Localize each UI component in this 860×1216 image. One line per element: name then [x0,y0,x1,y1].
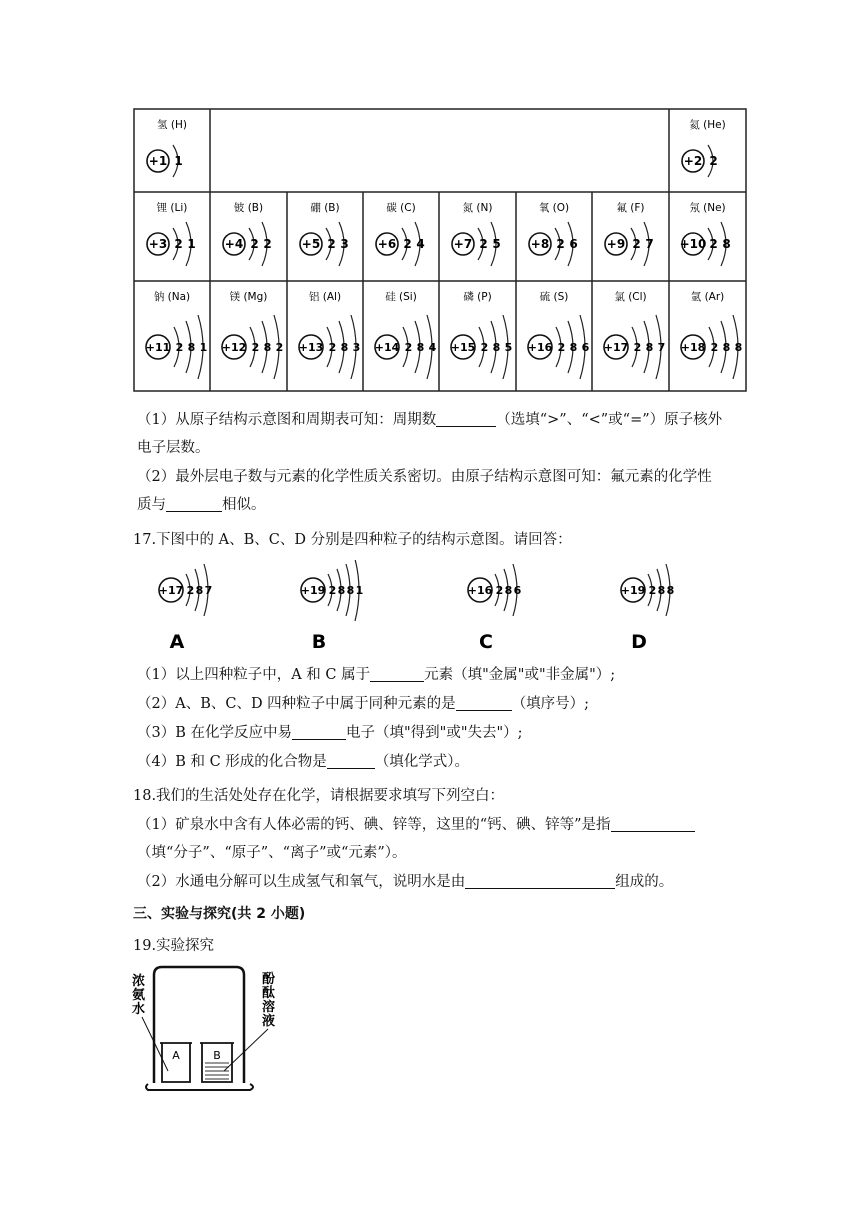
q17-part1-text-a: （1）以上四种粒子中，A 和 C 属于 [137,667,371,683]
atom-diagram [451,315,513,379]
nuclear-charge: +16 [527,340,553,354]
electron-count: 8 [504,583,513,597]
element-cell [529,201,578,266]
q16-part1 [137,410,722,430]
element-name: 硼 (B) [310,202,340,214]
electron-count: 8 [722,340,731,354]
nuclear-charge: +10 [679,237,707,252]
atom-diagram [147,222,196,266]
element-cell [605,201,654,266]
atom-diagram [604,315,666,379]
electron-count: 8 [195,583,204,597]
element-name: 镁 (Mg) [229,291,268,303]
element-name: 硫 (S) [539,291,569,303]
element-name: 氢 (H) [157,119,187,131]
electron-count: 2 [632,237,641,252]
electron-count: 2 [633,340,642,354]
nuclear-charge: +17 [603,340,629,354]
electron-count: 2 [479,237,488,252]
element-cell [376,201,425,266]
electron-count: 5 [492,237,501,252]
element-name: 氖 (Ne) [689,202,726,214]
q16-part2-text-c: 相似。 [222,497,266,513]
electron-count: 8 [722,237,731,252]
electron-count: 2 [480,340,489,354]
electron-count: 3 [352,340,361,354]
electron-count: 8 [416,340,425,354]
atom-diagram [682,145,718,177]
electron-count: 2 [328,340,337,354]
q16-part1-cont: 电子层数。 [137,440,210,456]
electron-count: 2 [557,340,566,354]
q18-part1-cont: （填“分子”、“原子”、“离子”或“元素”）。 [137,845,407,861]
answer-blank[interactable] [456,695,512,711]
q18-part1 [137,815,695,835]
atom-diagram [375,315,437,379]
element-name: 氩 (Ar) [690,291,725,303]
electron-count: 2 [709,237,718,252]
electron-count: 2 [250,237,259,252]
q17-part2 [137,694,589,714]
nuclear-charge: +3 [148,237,168,252]
atom-diagram [529,222,578,266]
electron-count: 2 [495,583,504,597]
element-name: 磷 (P) [463,291,492,303]
electron-count: 8 [340,340,349,354]
atom-diagram [621,564,674,616]
particle-label: D [631,631,647,653]
q17-part1 [137,665,615,685]
nuclear-charge: +14 [374,340,400,354]
q17-part3-text-b: 电子（填"得到"或"失去"）; [346,725,523,741]
element-name: 氟 (F) [616,202,645,214]
electron-count: 2 [275,340,284,354]
electron-count: 1 [355,583,364,597]
electron-count: 1 [187,237,196,252]
label-left-2: 氨 [132,988,146,1003]
label-right-3: 溶 [262,1000,276,1015]
nuclear-charge: +19 [300,583,326,597]
electron-count: 8 [657,583,666,597]
element-name: 钠 (Na) [153,291,191,303]
answer-blank[interactable] [166,496,222,512]
q19-title: 19.实验探究 [133,938,215,954]
particle-label: B [311,631,327,653]
atomic-structure-table [133,108,747,392]
element-cell [222,290,284,379]
atom-diagram [681,315,743,379]
nuclear-charge: +2 [683,154,703,169]
element-cell [681,290,743,379]
q17-part2-text-a: （2）A、B、C、D 四种粒子中属于同种元素的是 [137,696,456,712]
element-cell [528,290,590,379]
electron-count: 8 [337,583,346,597]
electron-count: 8 [187,340,196,354]
q17-part3-text-a: （3）B 在化学反应中易 [137,725,292,741]
electron-count: 2 [327,237,336,252]
electron-count: 4 [428,340,437,354]
atom-diagram [299,315,361,379]
electron-count: 3 [340,237,349,252]
nuclear-charge: +7 [453,237,473,252]
q18-part2 [137,872,673,892]
answer-blank[interactable] [436,411,496,427]
electron-count: 1 [199,340,208,354]
q17-part4-text-a: （4）B 和 C 形成的化合物是 [137,754,327,770]
element-cell [680,201,731,266]
q17-part4-text-b: （填化学式）。 [374,754,470,770]
nuclear-charge: +16 [467,583,493,597]
electron-count: 2 [174,237,183,252]
electron-count: 2 [556,237,565,252]
nuclear-charge: +1 [148,154,168,169]
q18-title: 18.我们的生活处处存在化学，请根据要求填写下列空白： [133,788,505,804]
element-cell [223,201,272,266]
element-name: 铝 (Al) [308,291,342,303]
element-name: 硅 (Si) [385,291,417,303]
electron-count: 6 [513,583,522,597]
particle-d [621,564,674,653]
nuclear-charge: +6 [377,237,397,252]
atom-diagram [680,222,731,266]
atom-diagram [147,145,183,177]
electron-count: 8 [346,583,355,597]
element-name: 氦 (He) [689,119,726,131]
nuclear-charge: +19 [620,583,646,597]
label-left-3: 水 [132,1002,146,1017]
nuclear-charge: +15 [450,340,476,354]
atom-diagram [376,222,425,266]
electron-count: 2 [263,237,272,252]
label-right-2: 酞 [262,986,276,1001]
atom-diagram [528,315,590,379]
element-cell [604,290,666,379]
electron-count: 7 [204,583,213,597]
leader-line-right [224,1029,268,1071]
q16-part2-cont [137,495,266,515]
answer-blank[interactable] [465,873,615,889]
q18-part2-text-a: （2）水通电分解可以生成氢气和氧气，说明水是由 [137,874,466,890]
electron-count: 8 [569,340,578,354]
atom-diagram [301,560,363,621]
element-cell [300,202,349,266]
label-right-4: 液 [262,1014,276,1029]
electron-count: 2 [175,340,184,354]
electron-count: 2 [251,340,260,354]
q17-part3 [137,723,523,743]
element-cell [682,118,726,177]
electron-count: 6 [581,340,590,354]
particle-label: A [169,631,185,653]
nuclear-charge: +4 [224,237,244,252]
atom-diagram [452,222,501,266]
element-name: 氧 (O) [538,202,570,214]
electron-count: 8 [645,340,654,354]
particle-label: C [479,631,493,653]
beaker-b-label: B [213,1049,221,1062]
q16-part1-text-b: （选填“>”、“<”或“=”）原子核外 [496,412,723,428]
electron-count: 2 [404,340,413,354]
electron-count: 8 [666,583,675,597]
electron-count: 7 [657,340,666,354]
atom-diagram [605,222,654,266]
electron-count: 8 [734,340,743,354]
electron-count: 2 [186,583,195,597]
element-cell [375,291,437,379]
element-cell [299,291,361,379]
element-name: 氮 (N) [462,202,493,214]
answer-blank[interactable] [292,724,346,740]
particle-c [468,564,522,653]
atom-diagram [468,564,522,616]
atom-diagram [222,315,284,379]
nuclear-charge: +11 [145,340,171,354]
electron-count: 2 [709,154,718,169]
particle-b [301,560,363,653]
nuclear-charge: +12 [221,340,247,354]
nuclear-charge: +13 [298,340,324,354]
q16-part1-text-a: （1）从原子结构示意图和周期表可知：周期数 [137,412,437,428]
nuclear-charge: +8 [530,237,550,252]
electron-count: 8 [263,340,272,354]
element-cell [147,201,196,266]
beaker-a-label: A [172,1049,180,1062]
element-name: 锂 (Li) [156,202,188,214]
atom-diagram [300,222,349,266]
q18-part1-text-a: （1）矿泉水中含有人体必需的钙、碘、锌等，这里的“钙、碘、锌等”是指 [137,817,611,833]
answer-blank[interactable] [611,816,695,832]
element-name: 氯 (Cl) [614,291,647,303]
inverted-bell-jar [154,967,244,1083]
label-left-1: 浓 [132,974,146,989]
nuclear-charge: +18 [680,340,706,354]
element-cell [146,290,208,379]
answer-blank[interactable] [327,753,375,769]
atom-diagram [146,315,208,379]
electron-count: 4 [416,237,425,252]
nuclear-charge: +9 [606,237,626,252]
q17-part1-text-b: 元素（填"金属"或"非金属"）; [424,667,616,683]
electron-count: 6 [569,237,578,252]
atom-diagram [223,222,272,266]
particle-diagrams [133,560,733,656]
q17-part2-text-b: （填序号）; [511,696,590,712]
section-heading: 三、实验与探究(共 2 小题) [133,906,306,922]
q16-part2-text-b: 质与 [137,497,166,513]
nuclear-charge: +5 [301,237,321,252]
q17-title: 17.下图中的 A、B、C、D 分别是四种粒子的结构示意图。请回答： [133,532,572,548]
electron-count: 2 [403,237,412,252]
electron-count: 5 [504,340,513,354]
nuclear-charge: +17 [158,583,184,597]
q16-part2: （2）最外层电子数与元素的化学性质关系密切。由原子结构示意图可知：氟元素的化学性 [137,469,712,485]
element-name: 铍 (B) [233,202,264,214]
element-cell [451,290,513,379]
diffusion-experiment-diagram [128,963,288,1091]
label-right-1: 酚 [262,972,276,987]
answer-blank[interactable] [370,666,424,682]
electron-count: 7 [645,237,654,252]
electron-count: 1 [174,154,183,169]
electron-count: 8 [492,340,501,354]
element-name: 碳 (C) [386,202,416,214]
electron-count: 2 [328,583,337,597]
q18-part2-text-b: 组成的。 [615,874,674,890]
electron-count: 2 [710,340,719,354]
q17-part4 [137,752,469,772]
electron-count: 2 [648,583,657,597]
element-cell [452,201,501,266]
atom-diagram [159,564,212,616]
particle-a [159,564,212,653]
element-cell [147,118,187,177]
